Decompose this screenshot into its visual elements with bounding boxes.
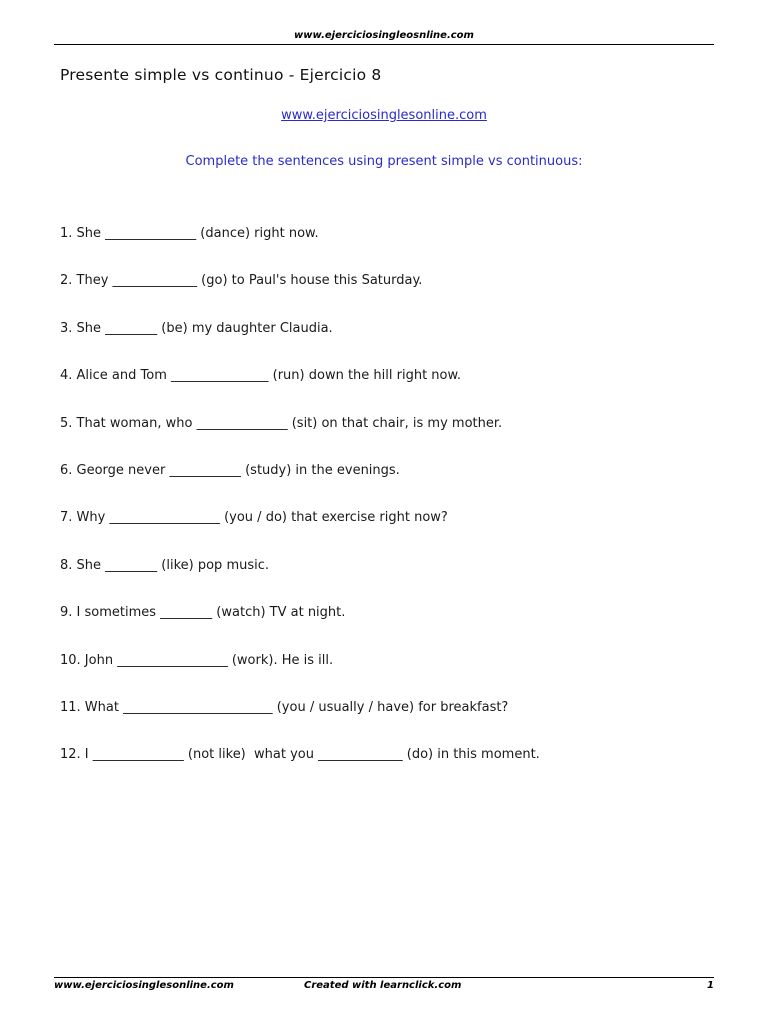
footer-credit: Created with learnclick.com — [304, 980, 462, 991]
exercise-item: 11. What _______________________ (you / usually / have) for breakfast? — [60, 699, 509, 715]
exercise-item: 12. I ______________ (not like) what you _____________ (do) in this moment. — [60, 747, 540, 763]
exercise-item: 2. They _____________ (go) to Paul's house this Saturday. — [60, 273, 423, 289]
page-title: Presente simple vs continuo - Ejercicio 8 — [60, 66, 382, 84]
exercise-item: 4. Alice and Tom _______________ (run) down the hill right now. — [60, 368, 462, 384]
exercise-item: 3. She ________ (be) my daughter Claudia. — [60, 320, 333, 336]
exercise-item: 8. She ________ (like) pop music. — [60, 557, 270, 573]
exercise-item: 5. That woman, who ______________ (sit) on that chair, is my mother. — [60, 415, 503, 431]
header-site-url: www.ejerciciosingleosnline.com — [294, 30, 474, 41]
exercise-item: 7. Why _________________ (you / do) that exercise right now? — [60, 510, 448, 526]
exercise-item: 9. I sometimes ________ (watch) TV at night. — [60, 605, 346, 621]
site-link[interactable]: www.ejerciciosinglesonline.com — [281, 108, 487, 123]
footer-site: www.ejerciciosinglesonline.com — [54, 980, 234, 991]
exercise-item: 1. She ______________ (dance) right now. — [60, 226, 319, 241]
exercise-item: 6. George never ___________ (study) in the evenings. — [60, 462, 400, 478]
header-rule — [54, 44, 714, 45]
exercise-item: 10. John _________________ (work). He is ill. — [60, 652, 334, 668]
exercise-list — [60, 218, 540, 787]
instructions: Complete the sentences using present simple vs continuous: — [185, 154, 583, 169]
footer-rule — [54, 977, 714, 978]
page-number: 1 — [707, 980, 714, 991]
